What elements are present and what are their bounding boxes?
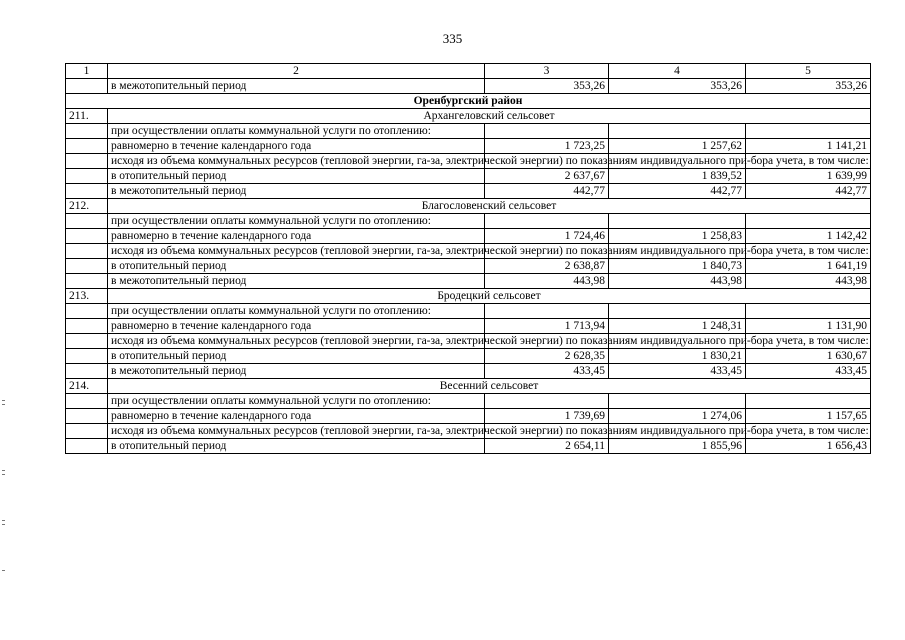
value-col-4: 353,26 (609, 79, 746, 94)
row-label: равномерно в течение календарного года (108, 139, 485, 154)
value-col-5: 1 157,65 (746, 409, 871, 424)
data-row (66, 169, 871, 184)
value-cell (485, 394, 609, 409)
section-title: Весенний сельсовет (108, 379, 871, 394)
row-description: при осуществлении оплаты коммунальной услуги по отоплению: (108, 214, 485, 229)
value-col-3: 1 739,69 (485, 409, 609, 424)
row-description: при осуществлении оплаты коммунальной услуги по отоплению: (108, 304, 485, 319)
description-row (66, 214, 871, 229)
description-row (66, 424, 871, 439)
row-description: исходя из объема коммунальных ресурсов (тепловой энергии, га-за, электрической энергии) по показаниям индивидуального при-бора учета, в том числе: (108, 244, 485, 259)
value-col-4: 1 855,96 (609, 439, 746, 454)
row-description: исходя из объема коммунальных ресурсов (тепловой энергии, га-за, электрической энергии) по показаниям индивидуального при-бора учета, в том числе: (108, 424, 485, 439)
row-number-cell (66, 349, 108, 364)
data-row (66, 409, 871, 424)
value-cell (746, 304, 871, 319)
value-col-3: 2 638,87 (485, 259, 609, 274)
row-number-cell (66, 214, 108, 229)
value-col-3: 2 637,67 (485, 169, 609, 184)
tariff-table-body (66, 64, 871, 454)
row-number-cell (66, 79, 108, 94)
row-label: в межотопительный период (108, 274, 485, 289)
row-number-cell (66, 439, 108, 454)
row-label: равномерно в течение календарного года (108, 409, 485, 424)
column-number-row (66, 64, 871, 79)
section-row (66, 199, 871, 214)
data-row (66, 319, 871, 334)
value-col-4: 1 258,83 (609, 229, 746, 244)
description-row (66, 154, 871, 169)
row-number-cell (66, 244, 108, 259)
value-col-3: 1 723,25 (485, 139, 609, 154)
value-cell (746, 394, 871, 409)
value-col-4: 1 839,52 (609, 169, 746, 184)
data-row (66, 229, 871, 244)
row-description: исходя из объема коммунальных ресурсов (тепловой энергии, га-за, электрической энергии) по показаниям индивидуального при-бора учета, в том числе: (108, 154, 485, 169)
row-label: в отопительный период (108, 349, 485, 364)
value-col-4: 1 274,06 (609, 409, 746, 424)
row-number-cell (66, 169, 108, 184)
row-label: в отопительный период (108, 259, 485, 274)
value-col-5: 1 131,90 (746, 319, 871, 334)
scan-artifacts (2, 0, 8, 640)
section-number: 214. (66, 379, 108, 394)
row-label: в межотопительный период (108, 184, 485, 199)
value-col-4: 442,77 (609, 184, 746, 199)
value-cell (746, 214, 871, 229)
section-number: 212. (66, 199, 108, 214)
value-col-3: 443,98 (485, 274, 609, 289)
value-cell (609, 304, 746, 319)
description-row (66, 394, 871, 409)
value-col-4: 1 248,31 (609, 319, 746, 334)
value-col-4: 1 257,62 (609, 139, 746, 154)
row-number-cell (66, 184, 108, 199)
row-number-cell (66, 364, 108, 379)
row-number-cell (66, 154, 108, 169)
value-col-3: 1 724,46 (485, 229, 609, 244)
value-col-4: 433,45 (609, 364, 746, 379)
value-col-4: 1 840,73 (609, 259, 746, 274)
row-label: равномерно в течение календарного года (108, 319, 485, 334)
row-number-cell (66, 139, 108, 154)
section-title: Архангеловский сельсовет (108, 109, 871, 124)
value-col-4: 443,98 (609, 274, 746, 289)
row-number-cell (66, 334, 108, 349)
section-number: 213. (66, 289, 108, 304)
row-number-cell (66, 259, 108, 274)
row-label: в межотопительный период (108, 364, 485, 379)
column-number: 2 (108, 64, 485, 79)
row-description: исходя из объема коммунальных ресурсов (тепловой энергии, га-за, электрической энергии) по показаниям индивидуального при-бора учета, в том числе: (108, 334, 485, 349)
value-col-5: 1 641,19 (746, 259, 871, 274)
row-number-cell (66, 274, 108, 289)
value-cell (609, 394, 746, 409)
description-row (66, 304, 871, 319)
row-number-cell (66, 319, 108, 334)
row-label: равномерно в течение календарного года (108, 229, 485, 244)
value-col-3: 433,45 (485, 364, 609, 379)
column-number: 4 (609, 64, 746, 79)
district-row (66, 94, 871, 109)
row-label: в отопительный период (108, 439, 485, 454)
section-row (66, 379, 871, 394)
data-row (66, 274, 871, 289)
data-row (66, 259, 871, 274)
district-title: Оренбургский район (66, 94, 871, 109)
data-row (66, 79, 871, 94)
section-title: Благословенский сельсовет (108, 199, 871, 214)
row-number-cell (66, 424, 108, 439)
column-number: 3 (485, 64, 609, 79)
data-row (66, 184, 871, 199)
description-row (66, 334, 871, 349)
row-label: в отопительный период (108, 169, 485, 184)
section-row (66, 109, 871, 124)
section-title: Бродецкий сельсовет (108, 289, 871, 304)
value-col-3: 353,26 (485, 79, 609, 94)
row-number-cell (66, 394, 108, 409)
value-cell (609, 124, 746, 139)
description-row (66, 244, 871, 259)
value-cell (485, 304, 609, 319)
value-col-5: 442,77 (746, 184, 871, 199)
value-col-5: 443,98 (746, 274, 871, 289)
column-number: 5 (746, 64, 871, 79)
value-col-5: 1 639,99 (746, 169, 871, 184)
section-number: 211. (66, 109, 108, 124)
value-col-3: 2 628,35 (485, 349, 609, 364)
section-row (66, 289, 871, 304)
row-number-cell (66, 124, 108, 139)
value-col-3: 2 654,11 (485, 439, 609, 454)
row-label: в межотопительный период (108, 79, 485, 94)
value-col-5: 1 656,43 (746, 439, 871, 454)
value-cell (746, 124, 871, 139)
value-col-5: 1 142,42 (746, 229, 871, 244)
data-row (66, 139, 871, 154)
value-cell (609, 214, 746, 229)
row-number-cell (66, 409, 108, 424)
data-row (66, 439, 871, 454)
value-col-3: 442,77 (485, 184, 609, 199)
row-number-cell (66, 304, 108, 319)
column-number: 1 (66, 64, 108, 79)
data-row (66, 349, 871, 364)
tariff-table (65, 63, 871, 454)
value-col-5: 1 141,21 (746, 139, 871, 154)
value-col-5: 1 630,67 (746, 349, 871, 364)
row-description: при осуществлении оплаты коммунальной услуги по отоплению: (108, 124, 485, 139)
row-number-cell (66, 229, 108, 244)
value-cell (485, 124, 609, 139)
value-col-5: 353,26 (746, 79, 871, 94)
value-col-4: 1 830,21 (609, 349, 746, 364)
description-row (66, 124, 871, 139)
row-description: при осуществлении оплаты коммунальной услуги по отоплению: (108, 394, 485, 409)
page-number: 335 (442, 31, 463, 46)
value-cell (485, 214, 609, 229)
value-col-3: 1 713,94 (485, 319, 609, 334)
data-row (66, 364, 871, 379)
value-col-5: 433,45 (746, 364, 871, 379)
